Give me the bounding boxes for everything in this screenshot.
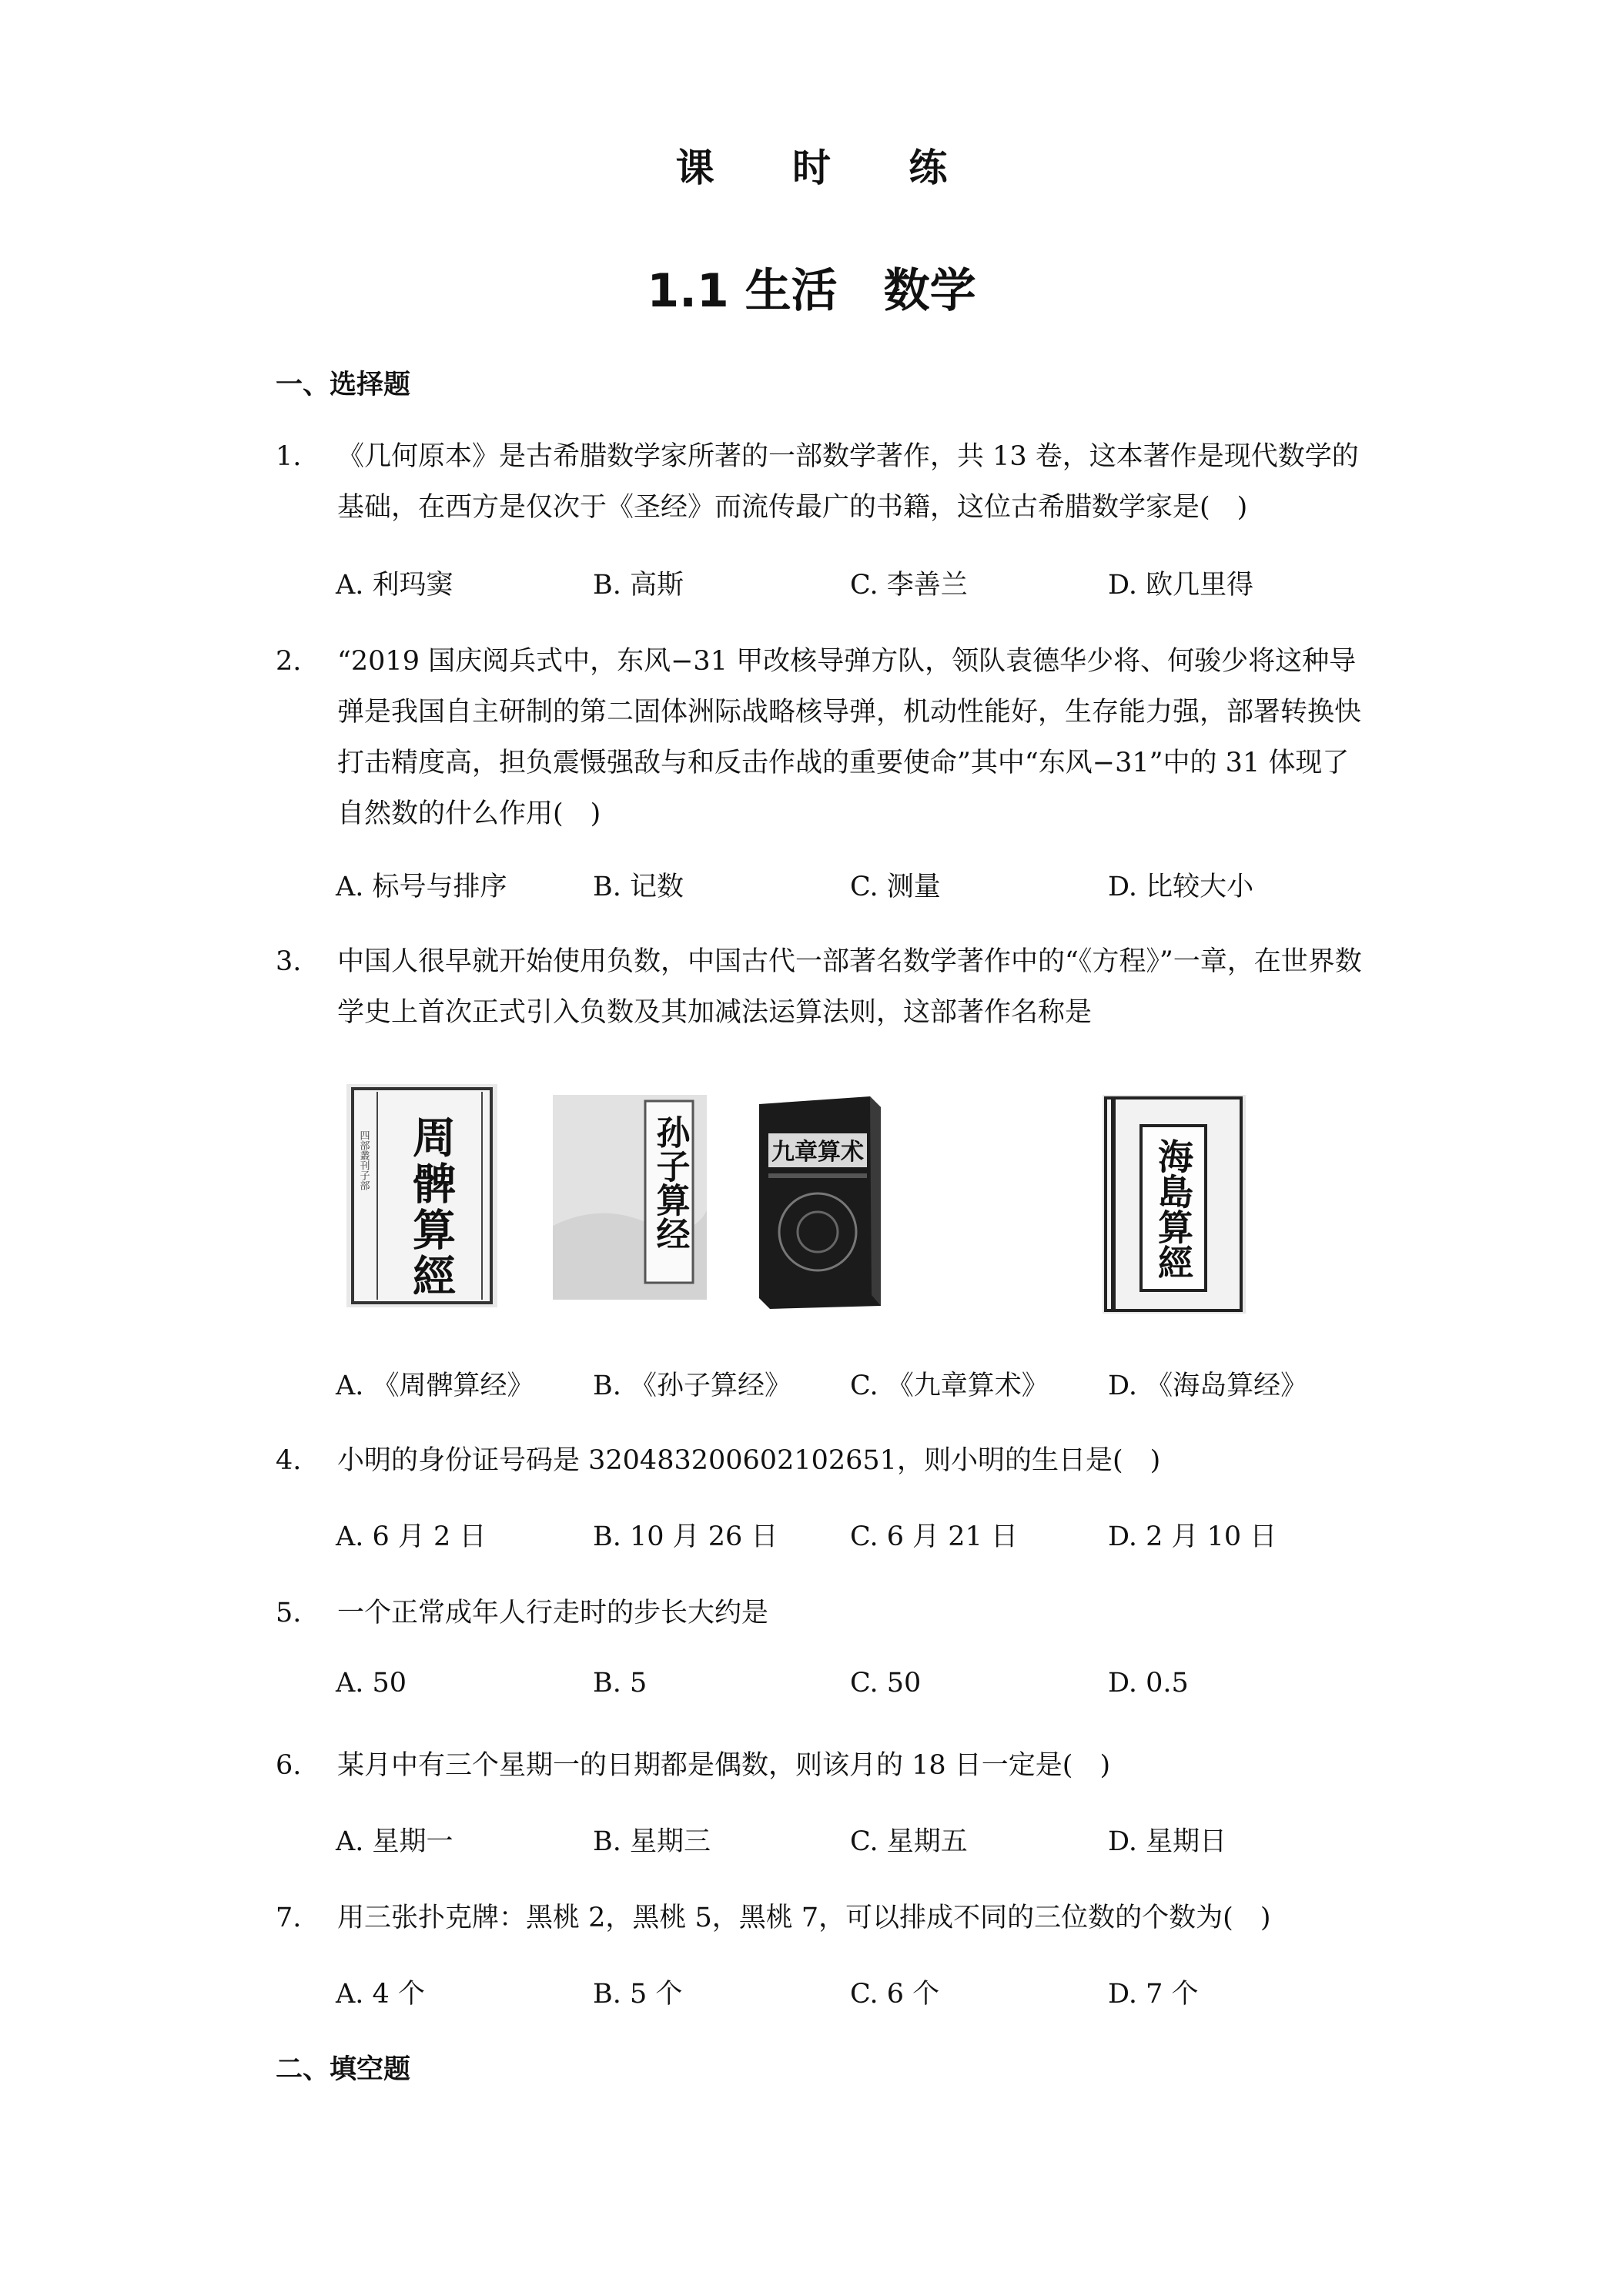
option-d: D. 《海岛算经》 — [1108, 1371, 1308, 1401]
question-text: 某月中有三个星期一的日期都是偶数，则该月的 18 日一定是( ) — [337, 1750, 1111, 1781]
book-cover-jiuzhang-image — [755, 1093, 885, 1310]
option-b: B. 《孙子算经》 — [593, 1371, 791, 1401]
option-d: D. 星期日 — [1108, 1826, 1227, 1857]
book-caption: 海島算經 — [1153, 1138, 1194, 1280]
book-caption: 周髀算經 — [406, 1115, 457, 1300]
question-7-options — [336, 1973, 1383, 2011]
option-a: A. 6 月 2 日 — [336, 1521, 487, 1552]
option-c: C. 《九章算术》 — [850, 1371, 1049, 1401]
option-d: D. 7 个 — [1108, 1979, 1199, 2010]
option-b: B. 5 个 — [593, 1979, 683, 2010]
question-4-options — [336, 1515, 1383, 1554]
question-text: 中国人很早就开始使用负数，中国古代一部著名数学著作中的“《方程》”一章，在世界数学史上首次正式引入负数及其加减法运算法则，这部著作名称是 — [337, 946, 1362, 1028]
option-c: C. 李善兰 — [850, 570, 968, 601]
option-c: C. 6 个 — [850, 1979, 940, 2010]
question-text: 小明的身份证号码是 320483200602102651，则小明的生日是( ) — [337, 1445, 1161, 1476]
question-6 — [276, 1740, 1369, 1791]
option-a: A. 标号与排序 — [336, 872, 507, 902]
option-d: D. 欧几里得 — [1108, 570, 1254, 601]
question-6-options — [336, 1820, 1383, 1859]
book-caption: 九章算术 — [771, 1139, 864, 1166]
question-5 — [276, 1588, 1369, 1638]
question-3-options — [336, 1364, 1383, 1403]
question-number: 2. — [276, 646, 302, 677]
option-a: A. 利玛窦 — [336, 570, 453, 601]
page-title: 课 时 练 — [675, 146, 980, 190]
question-number: 1. — [276, 441, 302, 472]
option-d: D. 0.5 — [1108, 1668, 1189, 1699]
question-text: 一个正常成年人行走时的步长大约是 — [337, 1598, 769, 1628]
question-number: 3. — [276, 946, 302, 977]
option-c: C. 测量 — [850, 872, 941, 902]
question-2-options — [336, 865, 1383, 904]
option-d: D. 比较大小 — [1108, 872, 1254, 902]
question-number: 6. — [276, 1750, 302, 1781]
option-c: C. 50 — [850, 1668, 922, 1699]
question-text: 《几何原本》是古希腊数学家所著的一部数学著作，共 13 卷，这本著作是现代数学的基础，在西方是仅次于《圣经》而流传最广的书籍，这位古希腊数学家是( ) — [337, 441, 1359, 523]
question-1-options — [336, 564, 1383, 602]
option-b: B. 10 月 26 日 — [593, 1521, 778, 1552]
option-c: C. 6 月 21 日 — [850, 1521, 1018, 1552]
section-heading-choice: 一、选择题 — [276, 370, 411, 400]
question-5-options — [336, 1668, 1383, 1706]
option-b: B. 高斯 — [593, 570, 684, 601]
question-number: 7. — [276, 1903, 302, 1933]
section-heading-fill: 二、填空题 — [276, 2054, 411, 2085]
option-a: A. 《周髀算经》 — [336, 1371, 534, 1401]
question-number: 5. — [276, 1598, 302, 1628]
lesson-title: 1.1 生活 数学 — [647, 264, 976, 318]
question-text: “2019 国庆阅兵式中，东风−31 甲改核导弹方队，领队袁德华少将、何骏少将这种导弹是我国自主研制的第二固体洲际战略核导弹，机动性能好，生存能力强，部署转换快打击精度高，担负震慑强敌与和反击作战的重要使命”其中“东风−31”中的 31 体现了自然数的什么作用( ) — [337, 646, 1362, 829]
option-a: A. 星期一 — [336, 1826, 453, 1857]
option-b: B. 记数 — [593, 872, 684, 902]
side-label: 四部叢刊子部 — [357, 1130, 370, 1190]
option-b: B. 星期三 — [593, 1826, 711, 1857]
option-a: A. 50 — [336, 1668, 407, 1699]
question-1 — [276, 431, 1369, 533]
book-cover-sunzi-image — [553, 1095, 707, 1300]
book-cover-images — [0, 1078, 1623, 1324]
question-7 — [276, 1893, 1369, 1943]
book-cover-zhoubi-image — [346, 1084, 497, 1307]
question-text: 用三张扑克牌：黑桃 2，黑桃 5，黑桃 7，可以排成不同的三位数的个数为( ) — [337, 1903, 1271, 1933]
question-number: 4. — [276, 1445, 302, 1476]
question-3 — [276, 936, 1369, 1038]
option-d: D. 2 月 10 日 — [1108, 1521, 1277, 1552]
option-b: B. 5 — [593, 1668, 648, 1699]
book-cover-haidao-image — [1103, 1095, 1246, 1314]
book-caption: 孙子算经 — [650, 1115, 690, 1250]
option-c: C. 星期五 — [850, 1826, 968, 1857]
option-a: A. 4 个 — [336, 1979, 425, 2010]
question-2 — [276, 636, 1369, 839]
question-4 — [276, 1435, 1369, 1486]
